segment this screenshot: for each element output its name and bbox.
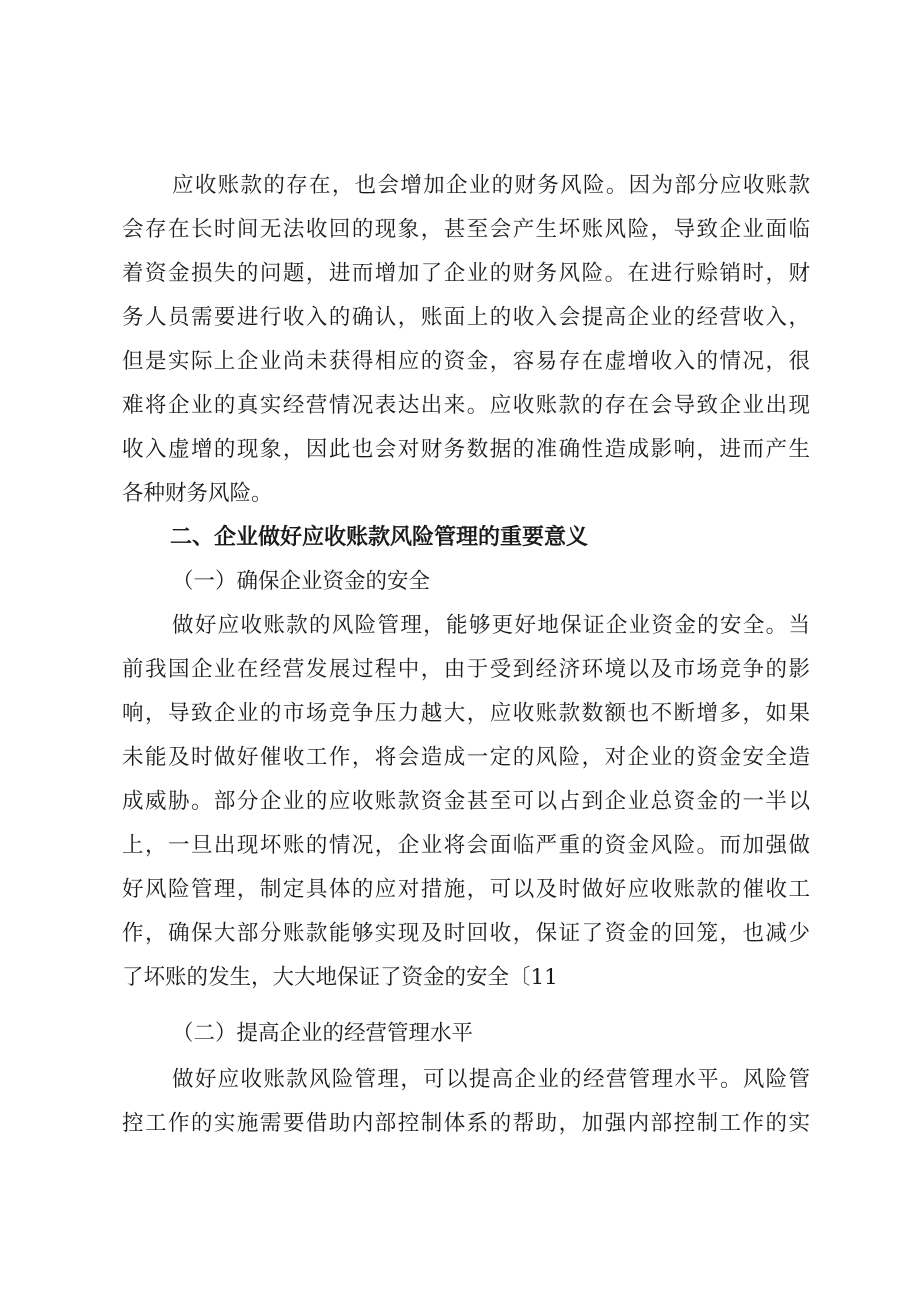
paragraph-line: 好风险管理，制定具体的应对措施，可以及时做好应收账款的催收工 xyxy=(122,877,810,902)
paragraph-line: 但是实际上企业尚未获得相应的资金，容易存在虚增收入的情况，很 xyxy=(122,349,810,374)
paragraph-line: 务人员需要进行收入的确认，账面上的收入会提高企业的经营收入， xyxy=(122,305,810,330)
subsection-title: （一）确保企业资金的安全 xyxy=(172,569,431,594)
paragraph-line: 收入虚增的现象，因此也会对财务数据的准确性造成影响，进而产生 xyxy=(122,437,810,462)
paragraph-line: 上，一旦出现坏账的情况，企业将会面临严重的资金风险。而加强做 xyxy=(122,833,810,858)
paragraph-line: 未能及时做好催收工作，将会造成一定的风险，对企业的资金安全造 xyxy=(122,745,810,770)
paragraph-line: 了坏账的发生，大大地保证了资金的安全〔11 xyxy=(122,965,558,990)
paragraph-line: 响，导致企业的市场竞争压力越大，应收账款数额也不断增多，如果 xyxy=(122,701,810,726)
paragraph-line: 做好应收账款的风险管理，能够更好地保证企业资金的安全。当 xyxy=(172,613,810,638)
paragraph-line: 做好应收账款风险管理，可以提高企业的经营管理水平。风险管 xyxy=(172,1067,810,1092)
paragraph-line: 作，确保大部分账款能够实现及时回收，保证了资金的回笼，也减少 xyxy=(122,921,810,946)
section-heading: 二、企业做好应收账款风险管理的重要意义 xyxy=(170,525,589,550)
paragraph-line: 难将企业的真实经营情况表达出来。应收账款的存在会导致企业出现 xyxy=(122,393,810,418)
paragraph-line: 应收账款的存在，也会增加企业的财务风险。因为部分应收账款 xyxy=(172,173,810,198)
paragraph-line: 着资金损失的问题，进而增加了企业的财务风险。在进行赊销时，财 xyxy=(122,261,810,286)
paragraph-line: 各种财务风险。 xyxy=(122,481,273,506)
paragraph-line: 控工作的实施需要借助内部控制体系的帮助，加强内部控制工作的实 xyxy=(122,1111,810,1136)
paragraph-line: 会存在长时间无法收回的现象，甚至会产生坏账风险，导致企业面临 xyxy=(122,217,810,242)
paragraph-line: 成威胁。部分企业的应收账款资金甚至可以占到企业总资金的一半以 xyxy=(122,789,810,814)
subsection-title: （二）提高企业的经营管理水平 xyxy=(172,1021,474,1046)
paragraph-line: 前我国企业在经营发展过程中，由于受到经济环境以及市场竞争的影 xyxy=(122,657,810,682)
